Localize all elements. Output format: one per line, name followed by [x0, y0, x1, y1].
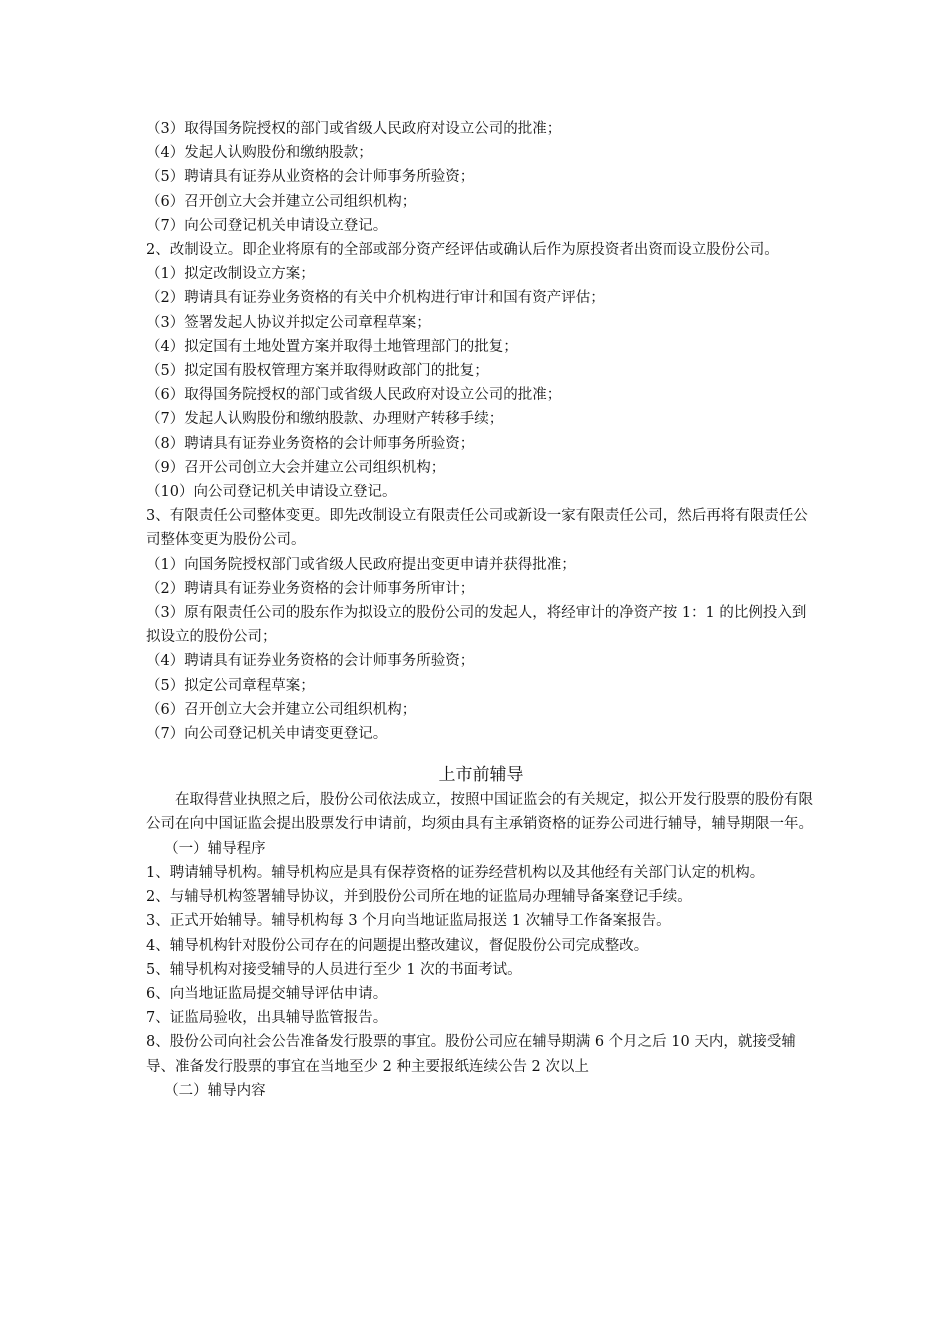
- text-line: （5）聘请具有证券从业资格的会计师事务所验资；: [146, 169, 475, 186]
- step-item: 1、聘请辅导机构。辅导机构应是具有保荐资格的证券经营机构以及其他经有关部门认定的机构。: [146, 864, 765, 881]
- text-line: （6）取得国务院授权的部门或省级人民政府对设立公司的批准；: [146, 387, 562, 404]
- text-line: （6）召开创立大会并建立公司组织机构；: [146, 701, 417, 718]
- text-line: （3）取得国务院授权的部门或省级人民政府对设立公司的批准；: [146, 121, 562, 137]
- step-item: 5、辅导机构对接受辅导的人员进行至少 1 次的书面考试。: [146, 961, 522, 978]
- subheading-procedure: （一）辅导程序: [164, 840, 266, 857]
- text-line: （3）签署发起人协议并拟定公司章程草案；: [146, 314, 431, 331]
- section-title: 上市前辅导: [438, 765, 524, 786]
- text-line: （7）向公司登记机关申请变更登记。: [146, 726, 388, 743]
- text-line: （5）拟定国有股权管理方案并取得财政部门的批复；: [146, 363, 489, 380]
- text-line: （10）向公司登记机关申请设立登记。: [146, 484, 397, 501]
- text-paragraph: 2、改制设立。即企业将原有的全部或部分资产经评估或确认后作为原投资者出资而设立股份公司。: [146, 242, 779, 259]
- step-item: 2、与辅导机构签署辅导协议，并到股份公司所在地的证监局办理辅导备案登记手续。: [146, 889, 692, 906]
- spacer: [146, 746, 816, 762]
- text-line: （6）召开创立大会并建立公司组织机构；: [146, 193, 417, 210]
- step-item: 4、辅导机构针对股份公司存在的问题提出整改建议，督促股份公司完成整改。: [146, 937, 649, 954]
- text-line: （8）聘请具有证券业务资格的会计师事务所验资；: [146, 435, 475, 452]
- text-line: （1）向国务院授权部门或省级人民政府提出变更申请并获得批准；: [146, 556, 576, 573]
- text-paragraph: （3）原有限责任公司的股东作为拟设立的股份公司的发起人，将经审计的净资产按 1：1 的比例投入到拟设立的股份公司；: [146, 605, 807, 646]
- text-line: （5）拟定公司章程草案；: [146, 677, 315, 694]
- step-item: 3、正式开始辅导。辅导机构每 3 个月向当地证监局报送 1 次辅导工作备案报告。: [146, 913, 671, 930]
- text-line: （2）聘请具有证券业务资格的会计师事务所审计；: [146, 580, 475, 597]
- step-item: 7、证监局验收，出具辅导监管报告。: [146, 1010, 388, 1027]
- text-line: （7）向公司登记机关申请设立登记。: [146, 217, 388, 234]
- text-line: （4）聘请具有证券业务资格的会计师事务所验资；: [146, 653, 475, 670]
- text-line: （9）召开公司创立大会并建立公司组织机构；: [146, 459, 446, 476]
- text-line: （4）发起人认购股份和缴纳股款；: [146, 145, 373, 162]
- text-line: （1）拟定改制设立方案；: [146, 266, 315, 283]
- step-item: 6、向当地证监局提交辅导评估申请。: [146, 985, 388, 1002]
- subheading-content: （二）辅导内容: [164, 1082, 266, 1099]
- document-body: [146, 117, 816, 1103]
- text-line: （2）聘请具有证券业务资格的有关中介机构进行审计和国有资产评估；: [146, 290, 605, 307]
- text-line: （4）拟定国有土地处置方案并取得土地管理部门的批复；: [146, 338, 518, 355]
- step-item: 8、股份公司向社会公告准备发行股票的事宜。股份公司应在辅导期满 6 个月之后 10 天内，就接受辅导、准备发行股票的事宜在当地至少 2 种主要报纸连续公告 2 次以上: [146, 1034, 796, 1075]
- text-paragraph: 3、有限责任公司整体变更。即先改制设立有限责任公司或新设一家有限责任公司，然后再将有限责任公司整体变更为股份公司。: [146, 508, 808, 549]
- intro-paragraph: 在取得营业执照之后，股份公司依法成立，按照中国证监会的有关规定，拟公开发行股票的股份有限公司在向中国证监会提出股票发行申请前，均须由具有主承销资格的证券公司进行辅导，辅导期限一年。: [146, 792, 813, 833]
- text-line: （7）发起人认购股份和缴纳股款、办理财产转移手续；: [146, 411, 504, 428]
